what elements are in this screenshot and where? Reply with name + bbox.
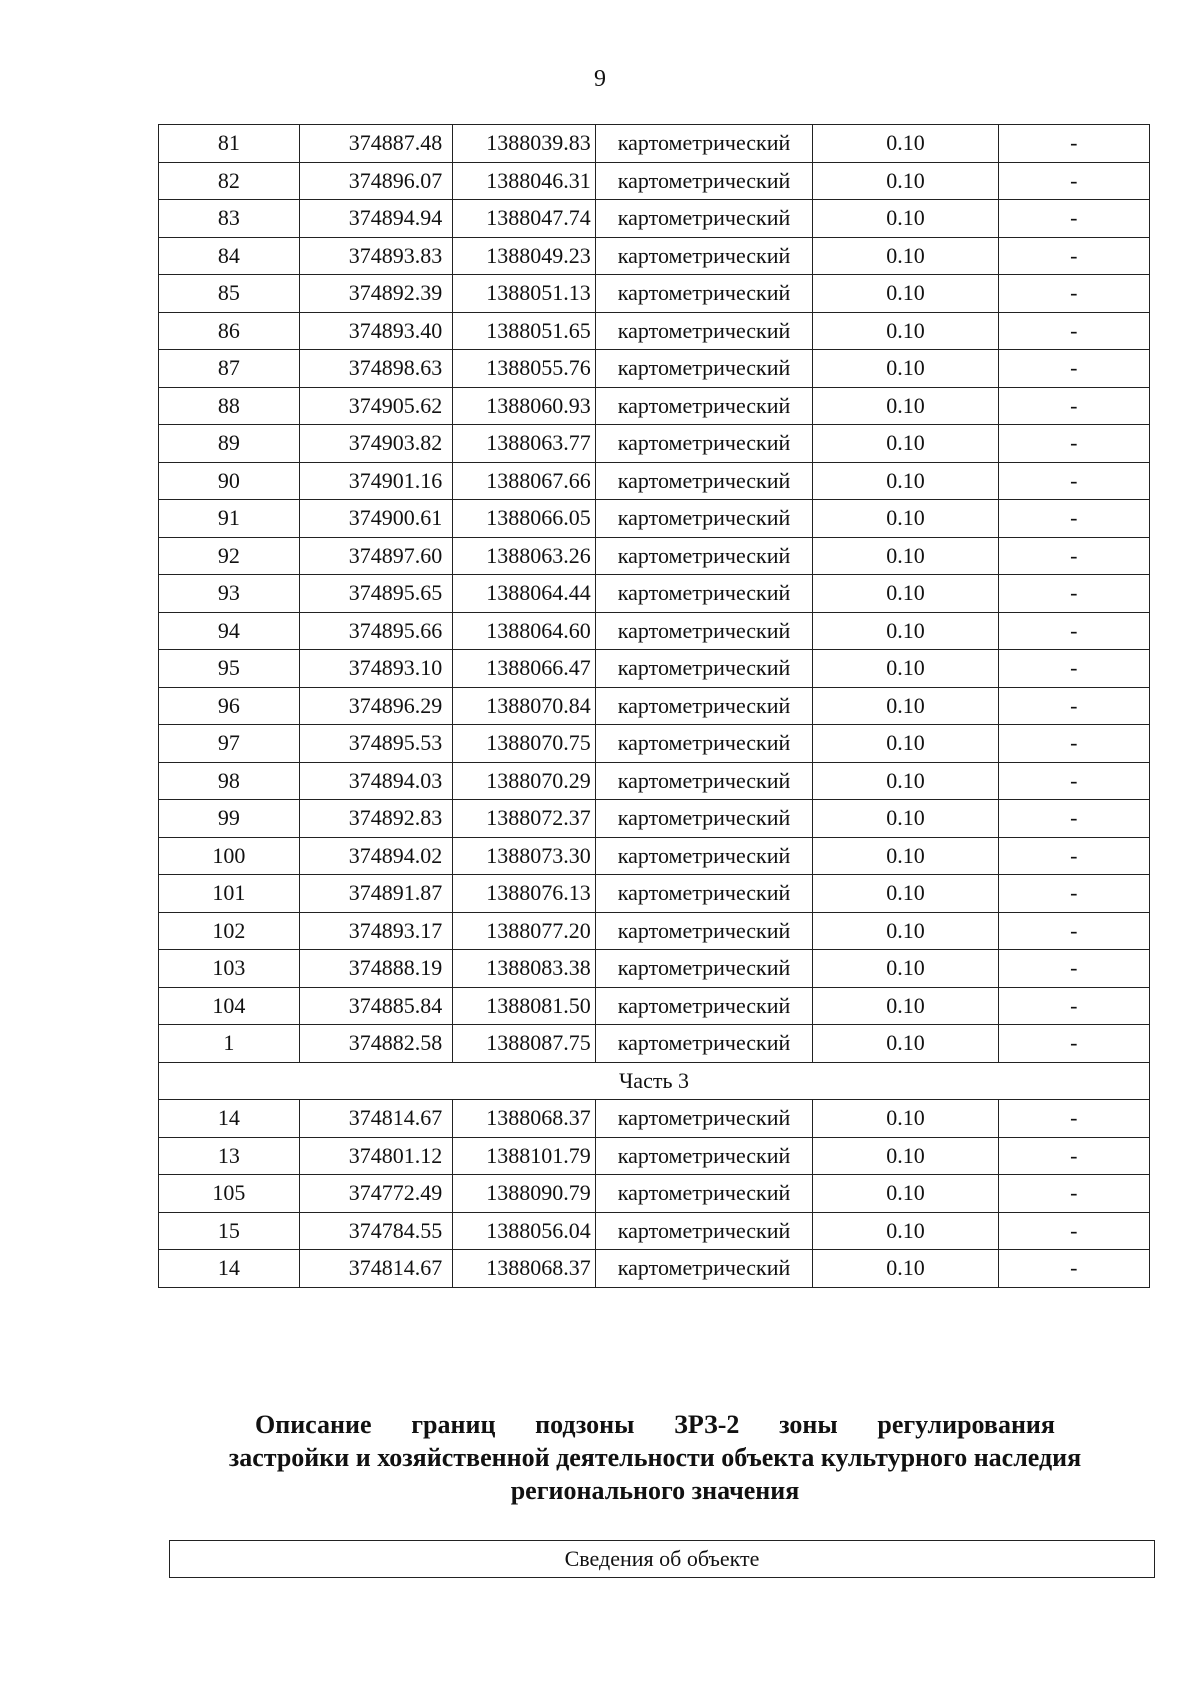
- point-number-cell: 101: [159, 875, 300, 913]
- description-cell: -: [998, 762, 1149, 800]
- table-row: [159, 575, 1150, 613]
- x-coordinate-cell: 374894.02: [299, 837, 452, 875]
- point-number-cell: 88: [159, 387, 300, 425]
- method-cell: картометрический: [595, 687, 812, 725]
- method-cell: картометрический: [595, 1175, 812, 1213]
- method-cell: картометрический: [595, 125, 812, 163]
- table-row: [159, 650, 1150, 688]
- heading-word: границ: [411, 1410, 496, 1439]
- accuracy-cell: 0.10: [813, 125, 998, 163]
- table-row: [159, 837, 1150, 875]
- accuracy-cell: 0.10: [813, 275, 998, 313]
- method-cell: картометрический: [595, 500, 812, 538]
- table-row: [159, 537, 1150, 575]
- point-number-cell: 103: [159, 950, 300, 988]
- heading-line-3: регионального значения: [510, 1476, 800, 1505]
- point-number-cell: 98: [159, 762, 300, 800]
- point-number-cell: 14: [159, 1100, 300, 1138]
- accuracy-cell: 0.10: [813, 800, 998, 838]
- y-coordinate-cell: 1388067.66: [453, 462, 596, 500]
- method-cell: картометрический: [595, 800, 812, 838]
- x-coordinate-cell: 374896.29: [299, 687, 452, 725]
- point-number-cell: 91: [159, 500, 300, 538]
- description-cell: -: [998, 612, 1149, 650]
- table-row: [159, 762, 1150, 800]
- point-number-cell: 94: [159, 612, 300, 650]
- table-row: [159, 387, 1150, 425]
- x-coordinate-cell: 374784.55: [299, 1212, 452, 1250]
- method-cell: картометрический: [595, 612, 812, 650]
- x-coordinate-cell: 374891.87: [299, 875, 452, 913]
- method-cell: картометрический: [595, 237, 812, 275]
- table-row: [159, 1100, 1150, 1138]
- table-row: [159, 462, 1150, 500]
- y-coordinate-cell: 1388066.05: [453, 500, 596, 538]
- table-row: [159, 1175, 1150, 1213]
- description-cell: -: [998, 950, 1149, 988]
- description-cell: -: [998, 687, 1149, 725]
- x-coordinate-cell: 374897.60: [299, 537, 452, 575]
- x-coordinate-cell: 374893.17: [299, 912, 452, 950]
- method-cell: картометрический: [595, 725, 812, 763]
- x-coordinate-cell: 374892.83: [299, 800, 452, 838]
- heading-line-1: [255, 1408, 1055, 1441]
- method-cell: картометрический: [595, 1100, 812, 1138]
- point-number-cell: 104: [159, 987, 300, 1025]
- point-number-cell: 93: [159, 575, 300, 613]
- object-info-header: Сведения об объекте: [169, 1540, 1155, 1578]
- description-cell: -: [998, 1175, 1149, 1213]
- y-coordinate-cell: 1388063.26: [453, 537, 596, 575]
- x-coordinate-cell: 374901.16: [299, 462, 452, 500]
- y-coordinate-cell: 1388073.30: [453, 837, 596, 875]
- accuracy-cell: 0.10: [813, 875, 998, 913]
- accuracy-cell: 0.10: [813, 1212, 998, 1250]
- description-cell: -: [998, 537, 1149, 575]
- y-coordinate-cell: 1388066.47: [453, 650, 596, 688]
- point-number-cell: 81: [159, 125, 300, 163]
- description-cell: -: [998, 387, 1149, 425]
- method-cell: картометрический: [595, 350, 812, 388]
- point-number-cell: 89: [159, 425, 300, 463]
- method-cell: картометрический: [595, 537, 812, 575]
- y-coordinate-cell: 1388101.79: [453, 1137, 596, 1175]
- method-cell: картометрический: [595, 650, 812, 688]
- description-cell: -: [998, 837, 1149, 875]
- y-coordinate-cell: 1388087.75: [453, 1025, 596, 1063]
- y-coordinate-cell: 1388070.75: [453, 725, 596, 763]
- y-coordinate-cell: 1388064.60: [453, 612, 596, 650]
- y-coordinate-cell: 1388076.13: [453, 875, 596, 913]
- heading-word: регулирования: [877, 1410, 1055, 1439]
- table-row: [159, 312, 1150, 350]
- point-number-cell: 97: [159, 725, 300, 763]
- method-cell: картометрический: [595, 425, 812, 463]
- y-coordinate-cell: 1388055.76: [453, 350, 596, 388]
- heading-word: зоны: [779, 1410, 838, 1439]
- accuracy-cell: 0.10: [813, 650, 998, 688]
- accuracy-cell: 0.10: [813, 237, 998, 275]
- x-coordinate-cell: 374895.65: [299, 575, 452, 613]
- y-coordinate-cell: 1388070.29: [453, 762, 596, 800]
- x-coordinate-cell: 374903.82: [299, 425, 452, 463]
- description-cell: -: [998, 500, 1149, 538]
- point-number-cell: 1: [159, 1025, 300, 1063]
- accuracy-cell: 0.10: [813, 537, 998, 575]
- description-cell: -: [998, 1250, 1149, 1288]
- x-coordinate-cell: 374895.66: [299, 612, 452, 650]
- accuracy-cell: 0.10: [813, 950, 998, 988]
- heading-word: подзоны: [535, 1410, 635, 1439]
- point-number-cell: 102: [159, 912, 300, 950]
- x-coordinate-cell: 374894.03: [299, 762, 452, 800]
- table-row: [159, 162, 1150, 200]
- x-coordinate-cell: 374896.07: [299, 162, 452, 200]
- description-cell: -: [998, 1137, 1149, 1175]
- method-cell: картометрический: [595, 1137, 812, 1175]
- point-number-cell: 99: [159, 800, 300, 838]
- table-row: [159, 125, 1150, 163]
- description-cell: -: [998, 575, 1149, 613]
- y-coordinate-cell: 1388068.37: [453, 1100, 596, 1138]
- description-cell: -: [998, 200, 1149, 238]
- point-number-cell: 82: [159, 162, 300, 200]
- method-cell: картометрический: [595, 1212, 812, 1250]
- description-cell: -: [998, 987, 1149, 1025]
- y-coordinate-cell: 1388070.84: [453, 687, 596, 725]
- accuracy-cell: 0.10: [813, 575, 998, 613]
- accuracy-cell: 0.10: [813, 200, 998, 238]
- point-number-cell: 84: [159, 237, 300, 275]
- point-number-cell: 87: [159, 350, 300, 388]
- table-row: [159, 950, 1150, 988]
- description-cell: -: [998, 875, 1149, 913]
- method-cell: картометрический: [595, 837, 812, 875]
- accuracy-cell: 0.10: [813, 987, 998, 1025]
- y-coordinate-cell: 1388083.38: [453, 950, 596, 988]
- x-coordinate-cell: 374895.53: [299, 725, 452, 763]
- page-number: 9: [594, 66, 606, 92]
- y-coordinate-cell: 1388039.83: [453, 125, 596, 163]
- point-number-cell: 90: [159, 462, 300, 500]
- description-cell: -: [998, 350, 1149, 388]
- point-number-cell: 83: [159, 200, 300, 238]
- y-coordinate-cell: 1388077.20: [453, 912, 596, 950]
- description-cell: -: [998, 1212, 1149, 1250]
- accuracy-cell: 0.10: [813, 725, 998, 763]
- method-cell: картометрический: [595, 275, 812, 313]
- description-cell: -: [998, 725, 1149, 763]
- accuracy-cell: 0.10: [813, 1025, 998, 1063]
- y-coordinate-cell: 1388051.13: [453, 275, 596, 313]
- description-cell: -: [998, 800, 1149, 838]
- method-cell: картометрический: [595, 875, 812, 913]
- point-number-cell: 85: [159, 275, 300, 313]
- accuracy-cell: 0.10: [813, 350, 998, 388]
- point-number-cell: 95: [159, 650, 300, 688]
- y-coordinate-cell: 1388064.44: [453, 575, 596, 613]
- x-coordinate-cell: 374900.61: [299, 500, 452, 538]
- heading-word: ЗРЗ-2: [674, 1410, 740, 1439]
- x-coordinate-cell: 374814.67: [299, 1250, 452, 1288]
- description-cell: -: [998, 1100, 1149, 1138]
- x-coordinate-cell: 374887.48: [299, 125, 452, 163]
- method-cell: картометрический: [595, 762, 812, 800]
- table-row: [159, 425, 1150, 463]
- x-coordinate-cell: 374888.19: [299, 950, 452, 988]
- x-coordinate-cell: 374801.12: [299, 1137, 452, 1175]
- y-coordinate-cell: 1388090.79: [453, 1175, 596, 1213]
- method-cell: картометрический: [595, 387, 812, 425]
- description-cell: -: [998, 425, 1149, 463]
- table-row: [159, 725, 1150, 763]
- method-cell: картометрический: [595, 1025, 812, 1063]
- table-row: [159, 875, 1150, 913]
- x-coordinate-cell: 374892.39: [299, 275, 452, 313]
- x-coordinate-cell: 374893.83: [299, 237, 452, 275]
- description-cell: -: [998, 237, 1149, 275]
- heading-line-2: застройки и хозяйственной деятельности объекта культурного наследия: [228, 1443, 1082, 1472]
- method-cell: картометрический: [595, 987, 812, 1025]
- method-cell: картометрический: [595, 1250, 812, 1288]
- method-cell: картометрический: [595, 162, 812, 200]
- method-cell: картометрический: [595, 950, 812, 988]
- table-row: [159, 1137, 1150, 1175]
- y-coordinate-cell: 1388046.31: [453, 162, 596, 200]
- point-number-cell: 86: [159, 312, 300, 350]
- accuracy-cell: 0.10: [813, 462, 998, 500]
- point-number-cell: 13: [159, 1137, 300, 1175]
- accuracy-cell: 0.10: [813, 1175, 998, 1213]
- table-row: [159, 612, 1150, 650]
- point-number-cell: 14: [159, 1250, 300, 1288]
- accuracy-cell: 0.10: [813, 1100, 998, 1138]
- table-row: [159, 350, 1150, 388]
- accuracy-cell: 0.10: [813, 912, 998, 950]
- accuracy-cell: 0.10: [813, 500, 998, 538]
- accuracy-cell: 0.10: [813, 312, 998, 350]
- x-coordinate-cell: 374885.84: [299, 987, 452, 1025]
- accuracy-cell: 0.10: [813, 425, 998, 463]
- x-coordinate-cell: 374905.62: [299, 387, 452, 425]
- accuracy-cell: 0.10: [813, 1137, 998, 1175]
- description-cell: -: [998, 125, 1149, 163]
- description-cell: -: [998, 162, 1149, 200]
- y-coordinate-cell: 1388063.77: [453, 425, 596, 463]
- y-coordinate-cell: 1388051.65: [453, 312, 596, 350]
- accuracy-cell: 0.10: [813, 762, 998, 800]
- y-coordinate-cell: 1388060.93: [453, 387, 596, 425]
- table-row: [159, 1212, 1150, 1250]
- y-coordinate-cell: 1388047.74: [453, 200, 596, 238]
- coordinates-table: [158, 124, 1150, 1288]
- table-row: [159, 912, 1150, 950]
- table-row: [159, 200, 1150, 238]
- table-row: [159, 500, 1150, 538]
- table-row: [159, 987, 1150, 1025]
- description-cell: -: [998, 312, 1149, 350]
- method-cell: картометрический: [595, 912, 812, 950]
- y-coordinate-cell: 1388081.50: [453, 987, 596, 1025]
- table-row: [159, 687, 1150, 725]
- description-cell: -: [998, 462, 1149, 500]
- point-number-cell: 92: [159, 537, 300, 575]
- accuracy-cell: 0.10: [813, 837, 998, 875]
- x-coordinate-cell: 374814.67: [299, 1100, 452, 1138]
- accuracy-cell: 0.10: [813, 162, 998, 200]
- accuracy-cell: 0.10: [813, 1250, 998, 1288]
- table-row: [159, 275, 1150, 313]
- table-row: [159, 237, 1150, 275]
- section-label: Часть 3: [159, 1062, 1150, 1100]
- description-cell: -: [998, 1025, 1149, 1063]
- table-row: [159, 1025, 1150, 1063]
- x-coordinate-cell: 374893.40: [299, 312, 452, 350]
- x-coordinate-cell: 374882.58: [299, 1025, 452, 1063]
- method-cell: картометрический: [595, 200, 812, 238]
- accuracy-cell: 0.10: [813, 687, 998, 725]
- section-heading: [160, 1408, 1150, 1507]
- x-coordinate-cell: 374772.49: [299, 1175, 452, 1213]
- x-coordinate-cell: 374898.63: [299, 350, 452, 388]
- x-coordinate-cell: 374894.94: [299, 200, 452, 238]
- table-row: [159, 800, 1150, 838]
- y-coordinate-cell: 1388072.37: [453, 800, 596, 838]
- description-cell: -: [998, 912, 1149, 950]
- y-coordinate-cell: 1388068.37: [453, 1250, 596, 1288]
- method-cell: картометрический: [595, 462, 812, 500]
- description-cell: -: [998, 275, 1149, 313]
- point-number-cell: 96: [159, 687, 300, 725]
- point-number-cell: 15: [159, 1212, 300, 1250]
- y-coordinate-cell: 1388049.23: [453, 237, 596, 275]
- section-row: [159, 1062, 1150, 1100]
- method-cell: картометрический: [595, 575, 812, 613]
- x-coordinate-cell: 374893.10: [299, 650, 452, 688]
- method-cell: картометрический: [595, 312, 812, 350]
- accuracy-cell: 0.10: [813, 612, 998, 650]
- table-row: [159, 1250, 1150, 1288]
- heading-word: Описание: [255, 1410, 372, 1439]
- point-number-cell: 105: [159, 1175, 300, 1213]
- accuracy-cell: 0.10: [813, 387, 998, 425]
- point-number-cell: 100: [159, 837, 300, 875]
- y-coordinate-cell: 1388056.04: [453, 1212, 596, 1250]
- description-cell: -: [998, 650, 1149, 688]
